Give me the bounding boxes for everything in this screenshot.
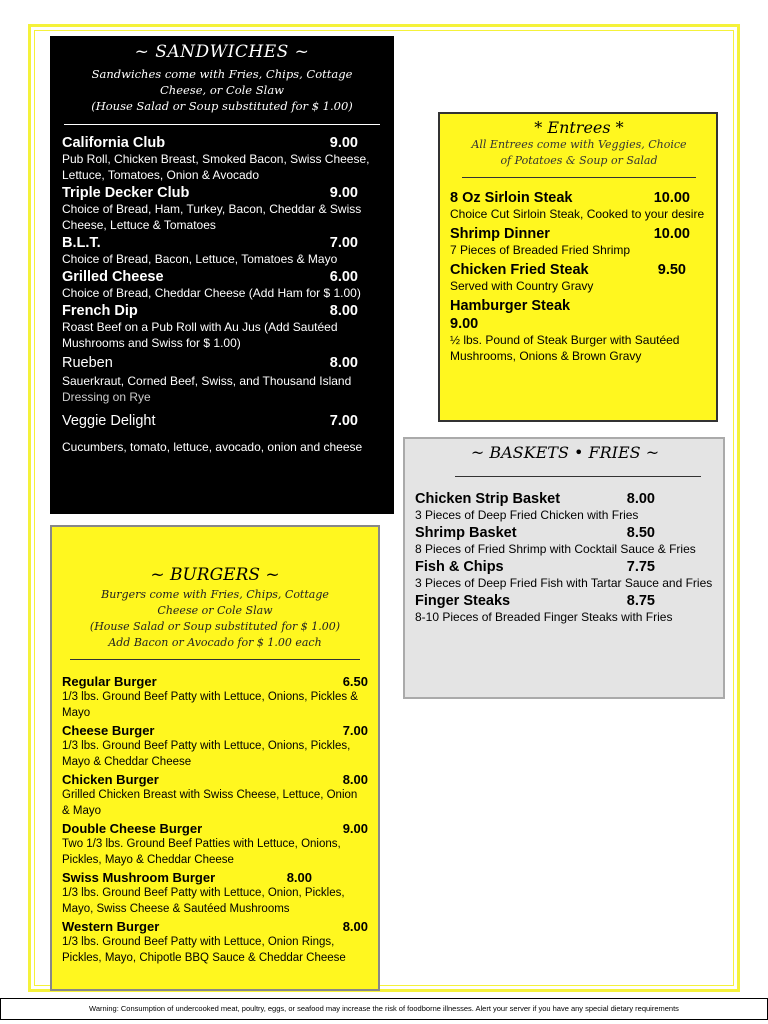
burgers-divider [70,659,360,660]
item-desc: 8-10 Pieces of Breaded Finger Steaks with Fries [415,610,673,624]
menu-item [62,235,382,267]
item-name: Triple Decker Club [62,185,190,201]
item-price: 8.00 [626,491,655,507]
item-price: 8.00 [329,355,358,371]
sandwiches-desc-2: Cheese, or Cole Slaw [159,83,285,97]
item-desc: 1/3 lbs. Ground Beef Patty with Lettuce, Onions, Pickles & Mayo [62,691,358,719]
item-price: 7.00 [342,723,368,738]
item-name: Rueben [62,355,113,371]
menu-item [415,491,715,523]
item-price: 9.00 [329,135,358,151]
menu-item [415,525,715,557]
item-price: 8.00 [286,870,312,885]
item-desc: ½ lbs. Pound of Steak Burger with Sautéed Mushrooms, Onions & Brown Gravy [450,333,680,363]
menu-item [450,226,708,258]
sandwiches-desc-3: (House Salad or Soup substituted for $ 1.00) [91,99,353,113]
item-desc: Grilled Chicken Breast with Swiss Cheese, Lettuce, Onion & Mayo [62,789,358,817]
item-name: Swiss Mushroom Burger [62,870,216,885]
baskets-title: ~ BASKETS • FRIES ~ [470,443,660,462]
item-desc: 3 Pieces of Deep Fried Chicken with Fries [415,508,639,522]
menu-item [62,674,368,721]
item-name: California Club [62,135,166,151]
item-name: Regular Burger [62,674,157,689]
entrees-desc-1: All Entrees come with Veggies, Choice [471,138,687,151]
menu-item [62,919,368,966]
burgers-section [50,525,380,991]
item-desc: Choice of Bread, Bacon, Lettuce, Tomatoes & Mayo [62,252,338,266]
item-name: Chicken Fried Steak [450,262,589,278]
menu-item [415,559,715,591]
item-price: 9.00 [450,316,479,332]
item-price: 10.00 [653,226,690,242]
item-name: Western Burger [62,919,160,934]
item-price: 8.00 [342,919,368,934]
item-price: 9.00 [329,185,358,201]
entrees-title: * Entrees * [534,118,624,137]
menu-item [450,190,708,222]
item-name: Chicken Burger [62,772,159,787]
item-name: 8 Oz Sirloin Steak [450,190,573,206]
item-name: Finger Steaks [415,593,511,609]
sandwiches-section [50,36,394,514]
menu-item [62,870,368,917]
menu-item [62,355,382,405]
item-desc: Sauerkraut, Corned Beef, Swiss, and Thousand Island [62,374,352,388]
menu-item [450,262,708,294]
item-desc: Two 1/3 lbs. Ground Beef Patties with Lettuce, Onions, Pickles, Mayo & Cheddar Cheese [62,838,341,866]
menu-item [415,593,715,625]
item-name: Shrimp Dinner [450,226,550,242]
item-desc: 3 Pieces of Deep Fried Fish with Tartar Sauce and Fries [415,576,713,590]
sandwiches-divider [64,124,380,125]
item-name: Grilled Cheese [62,269,164,285]
item-price: 7.75 [626,559,655,575]
item-price: 6.50 [342,674,368,689]
item-name: B.L.T. [62,235,101,251]
item-desc: Served with Country Gravy [450,279,594,293]
item-desc: 1/3 lbs. Ground Beef Patty with Lettuce, Onions, Pickles, Mayo & Cheddar Cheese [62,740,351,768]
item-price: 9.50 [657,262,686,278]
food-safety-warning: Warning: Consumption of undercooked meat, poultry, eggs, or seafood may increase the risk of foodborne illnesses. Alert your server if you have any special dietary requirements [0,998,768,1020]
menu-item [62,772,368,819]
item-desc: 1/3 lbs. Ground Beef Patty with Lettuce, Onion, Pickles, Mayo, Swiss Cheese & Sautéed Mushrooms [62,887,345,915]
burgers-desc-1: Burgers come with Fries, Chips, Cottage [101,588,329,601]
menu-item [62,185,382,233]
baskets-divider [455,476,701,477]
entrees-section [438,112,718,422]
item-desc: Choice Cut Sirloin Steak, Cooked to your desire [450,207,705,221]
burgers-desc-4: Add Bacon or Avocado for $ 1.00 each [108,636,322,649]
item-desc: 8 Pieces of Fried Shrimp with Cocktail Sauce & Fries [415,542,696,556]
item-price: 8.50 [626,525,655,541]
item-name: Chicken Strip Basket [415,491,561,507]
menu-item [62,269,382,301]
item-price: 8.75 [626,593,655,609]
item-name: Cheese Burger [62,723,155,738]
item-name: French Dip [62,303,138,319]
item-name: Veggie Delight [62,413,156,429]
item-name: Shrimp Basket [415,525,517,541]
item-desc: Choice of Bread, Cheddar Cheese (Add Ham for $ 1.00) [62,286,361,300]
item-name: Hamburger Steak [450,298,571,314]
burgers-desc-3: (House Salad or Soup substituted for $ 1.00) [89,620,341,633]
item-desc: Pub Roll, Chicken Breast, Smoked Bacon, Swiss Cheese, Lettuce, Tomatoes, Onion & Avocado [62,152,370,182]
sandwiches-title: ~ SANDWICHES ~ [134,42,310,62]
item-desc: 7 Pieces of Breaded Fried Shrimp [450,243,631,257]
menu-item [62,723,368,770]
item-name: Double Cheese Burger [62,821,203,836]
item-desc: 1/3 lbs. Ground Beef Patty with Lettuce, Onion Rings, Pickles, Mayo, Chipotle BBQ Sauce & Cheddar Cheese [62,936,346,964]
item-desc: Cucumbers, tomato, lettuce, avocado, onion and cheese [62,440,363,454]
item-price: 8.00 [329,303,358,319]
item-price: 10.00 [653,190,690,206]
menu-item [62,821,368,868]
item-price: 7.00 [329,413,358,429]
menu-item [62,135,382,183]
item-price: 8.00 [342,772,368,787]
item-desc: Choice of Bread, Ham, Turkey, Bacon, Cheddar & Swiss Cheese, Lettuce & Tomatoes [62,202,362,232]
item-price: 7.00 [329,235,358,251]
item-name: Fish & Chips [415,559,504,575]
item-price: 9.00 [342,821,368,836]
burgers-title: ~ BURGERS ~ [150,565,280,585]
entrees-desc-2: of Potatoes & Soup or Salad [500,154,658,167]
burgers-desc-2: Cheese or Cole Slaw [157,604,273,617]
menu-item [62,413,382,455]
item-price: 6.00 [329,269,358,285]
sandwiches-desc-1: Sandwiches come with Fries, Chips, Cottage [91,67,353,81]
entrees-divider [462,177,696,178]
baskets-section [403,437,725,699]
menu-item [62,303,382,351]
item-desc: Roast Beef on a Pub Roll with Au Jus (Add Sautéed Mushrooms and Swiss for $ 1.00) [62,320,338,350]
item-desc-extra: Dressing on Rye [62,390,151,404]
menu-item [450,298,708,364]
